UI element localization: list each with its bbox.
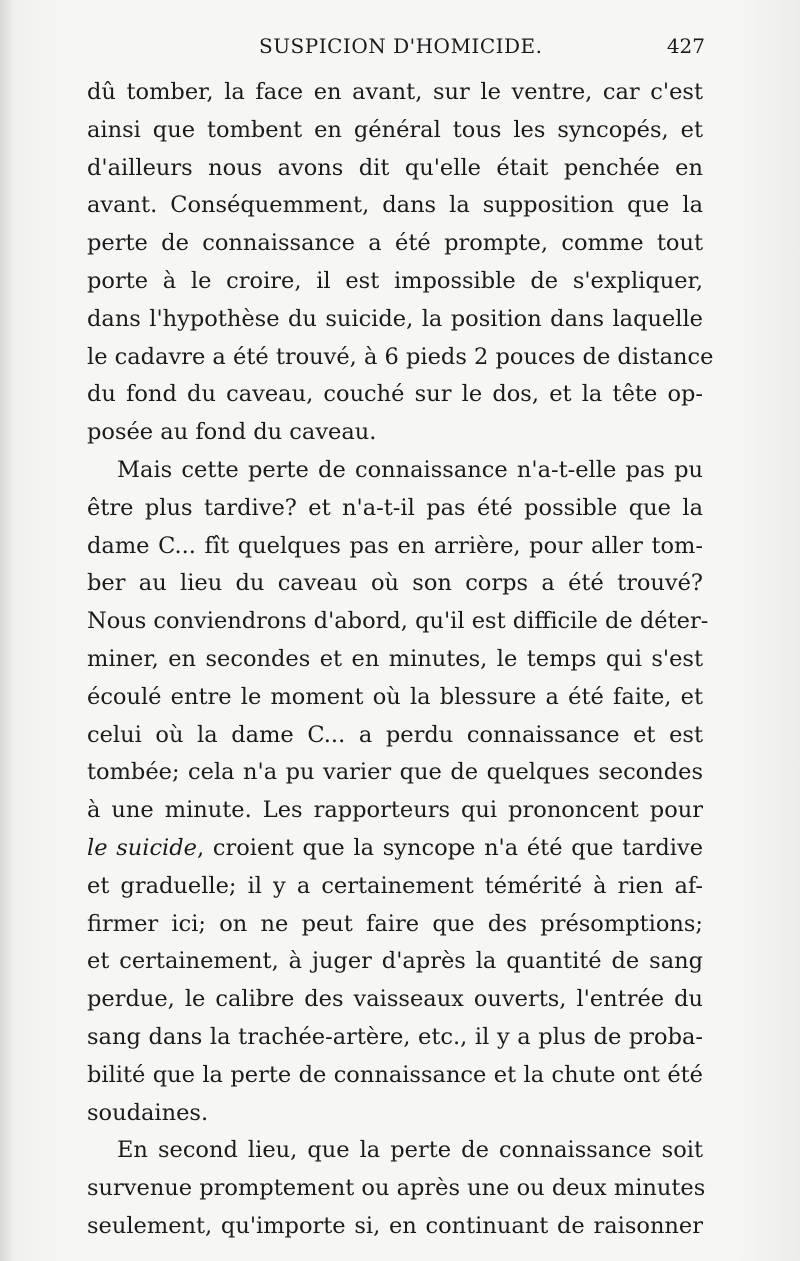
text-line: bilité que la perte de connaissance et la chute ont été — [87, 1061, 703, 1088]
page-header — [85, 34, 705, 64]
text-line-rest: , croient que la syncope n'a été que tardive — [196, 834, 704, 861]
text-line: et graduelle; il y a certainement témérité à rien af- — [87, 872, 703, 899]
text-line: seulement, qu'importe si, en continuant de raisonner — [87, 1212, 703, 1239]
text-line: perte de connaissance a été prompte, comme tout — [87, 230, 703, 257]
text-line: dû tomber, la face en avant, sur le ventre, car c'est — [87, 79, 703, 105]
paragraph-start-line: Mais cette perte de connaissance n'a-t-elle pas pu — [117, 456, 703, 483]
italic-phrase: le suicide — [87, 834, 197, 861]
text-line: du fond du caveau, couché sur le dos, et la tête op- — [87, 381, 703, 408]
text-line: le cadavre a été trouvé, à 6 pieds 2 pouces de distance — [87, 343, 714, 370]
paragraph-end-line: posée au fond du caveau. — [87, 419, 377, 446]
text-line: firmer ici; on ne peut faire que des présomptions; — [87, 910, 703, 937]
page-number: 427 — [666, 34, 705, 58]
paragraph-start-line: En second lieu, que la perte de connaissance soit — [117, 1137, 703, 1164]
text-line: sang dans la trachée-artère, etc., il y a plus de proba- — [87, 1023, 703, 1050]
text-line: dame C... fît quelques pas en arrière, pour aller tom- — [87, 532, 703, 559]
text-line: à une minute. Les rapporteurs qui prononcent pour — [87, 797, 703, 824]
text-line: perdue, le calibre des vaisseaux ouverts, l'entrée du — [87, 986, 703, 1013]
text-line: tombée; cela n'a pu varier que de quelques secondes — [87, 759, 703, 786]
text-line: avant. Conséquemment, dans la supposition que la — [87, 192, 703, 219]
text-line: ber au lieu du caveau où son corps a été trouvé? — [87, 570, 703, 597]
text-line: écoulé entre le moment où la blessure a été faite, et — [87, 683, 703, 710]
text-line: être plus tardive? et n'a-t-il pas été possible que la — [87, 494, 703, 521]
text-line: d'ailleurs nous avons dit qu'elle était penchée en — [87, 154, 703, 181]
text-line: dans l'hypothèse du suicide, la position dans laquelle — [87, 305, 703, 332]
body-text — [87, 74, 714, 1246]
text-line: miner, en secondes et en minutes, le temps qui s'est — [87, 645, 703, 672]
text-line: survenue promptement ou après une ou deux minutes — [87, 1175, 706, 1202]
text-line: celui où la dame C... a perdu connaissance et est — [87, 721, 703, 748]
paragraph-end-line: soudaines. — [87, 1099, 209, 1126]
text-line-with-italic — [87, 830, 703, 868]
page-edge-shadow — [0, 0, 14, 1261]
running-title: SUSPICION D'HOMICIDE. — [259, 34, 543, 58]
text-line: et certainement, à juger d'après la quantité de sang — [87, 948, 703, 975]
text-line: porte à le croire, il est impossible de s'expliquer, — [87, 267, 703, 294]
text-line: Nous conviendrons d'abord, qu'il est difficile de déter- — [87, 608, 709, 635]
text-line: ainsi que tombent en général tous les syncopés, et — [87, 116, 703, 143]
